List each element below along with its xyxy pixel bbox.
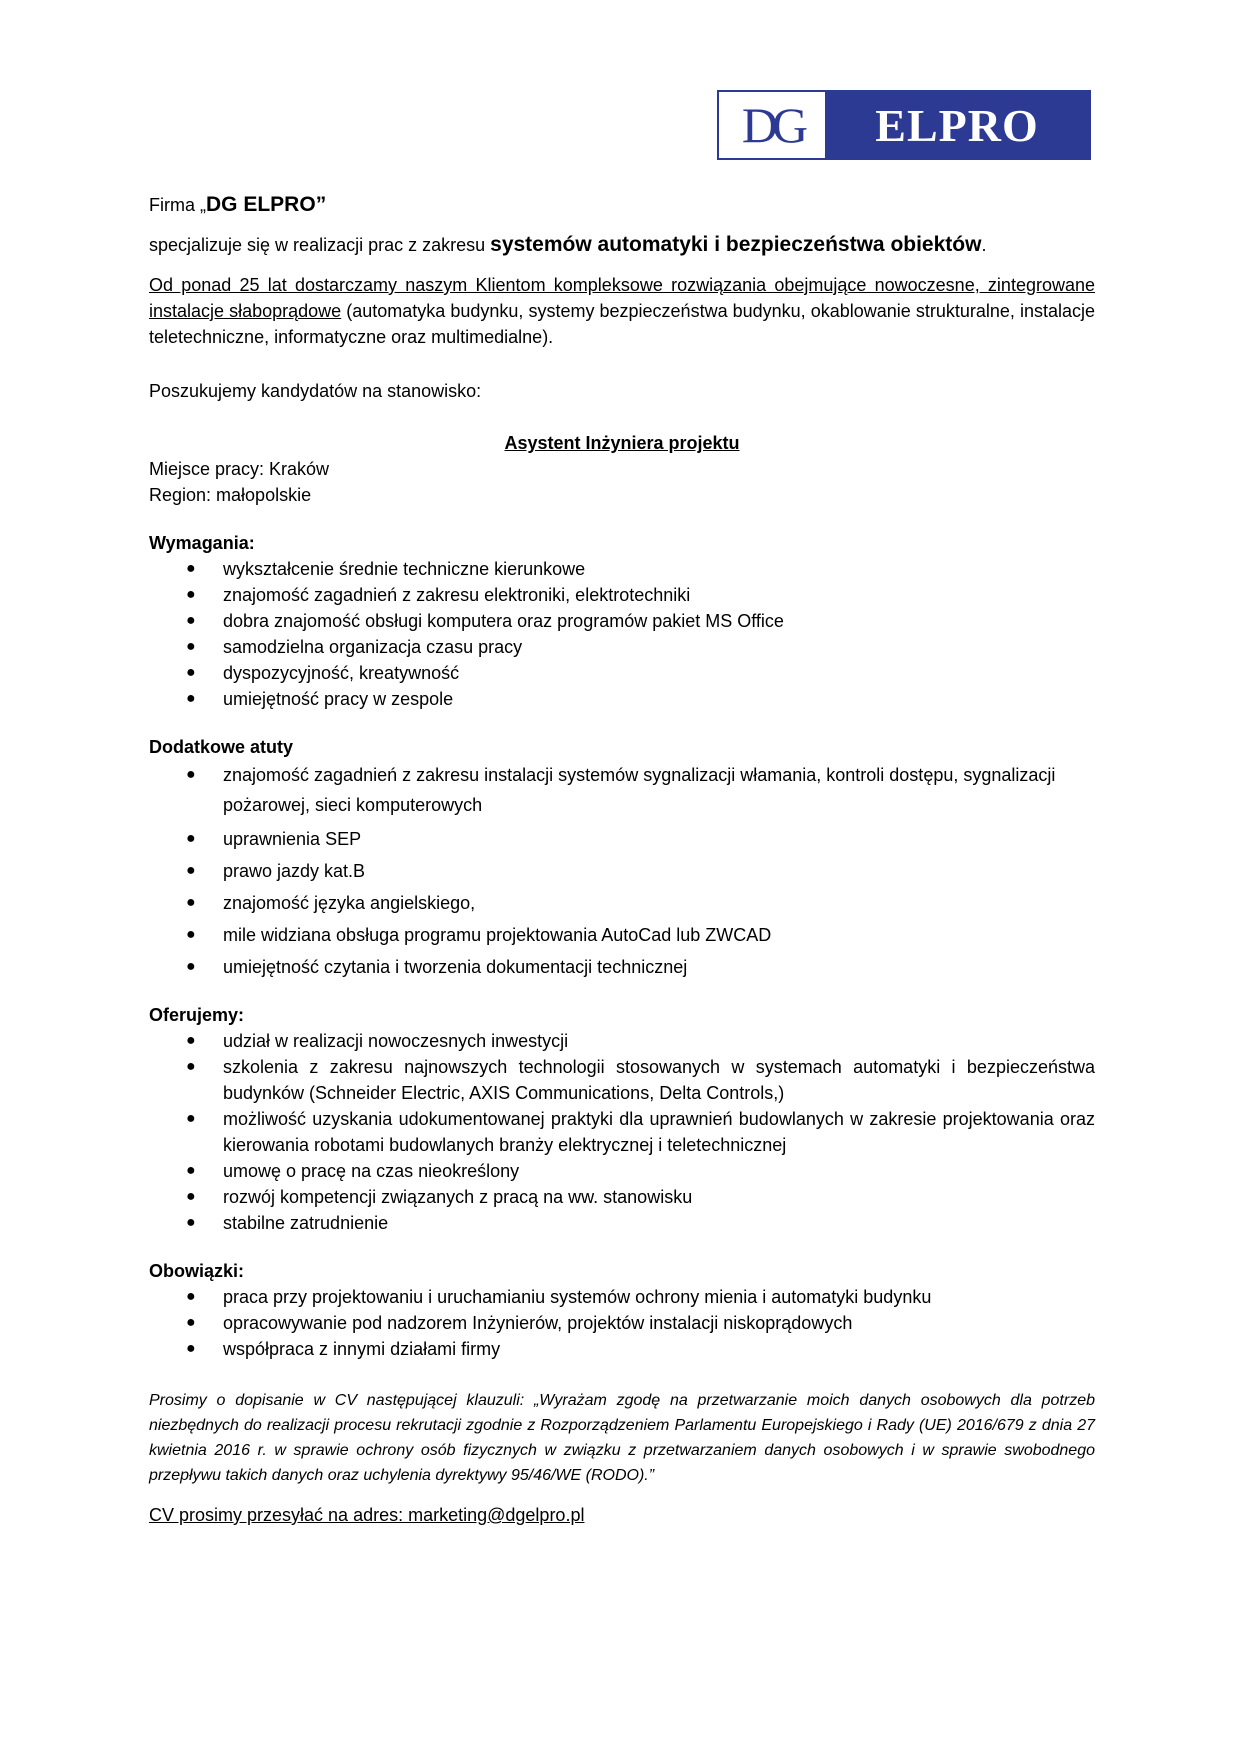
bullet-icon: ● [186,1314,196,1331]
bullet-icon: ● [186,1340,196,1357]
list-item-text: znajomość zagadnień z zakresu instalacji systemów sygnalizacji włamania, kontroli dostępu, sygnalizacji pożarowej, sieci komputerowych [223,765,1056,815]
list-item-text: znajomość języka angielskiego, [223,893,476,913]
list-item [149,1336,1095,1362]
document-content [149,192,1095,1528]
gdpr-clause: Prosimy o dopisanie w CV następującej klauzuli: „Wyrażam zgodę na przetwarzanie moich danych osobowych dla potrzeb niezbędnych do realizacji procesu rekrutacji zgodnie z Rozporządzeniem Parlamentu Europejskiego i Rady (UE) 2016/679 z dnia 27 kwietnia 2016 r. w sprawie ochrony osób fizycznych w związku z przetwarzaniem danych osobowych i w sprawie swobodnego przepływu takich danych oraz uchylenia dyrektywy 95/46/WE (RODO).” [149,1392,1095,1484]
list-item [149,922,1095,948]
bullet-icon: ● [186,1288,196,1305]
about-paragraph [149,272,1095,350]
list-item [149,1054,1095,1106]
list-item-text: wykształcenie średnie techniczne kierunkowe [223,559,586,579]
bullet-icon: ● [186,1110,196,1127]
bullet-icon: ● [186,690,196,707]
list-item [149,634,1095,660]
workplace-line: Miejsce pracy: Kraków [149,459,330,479]
list-item-text: współpraca z innymi działami firmy [223,1339,501,1359]
bullet-icon: ● [186,1032,196,1049]
seeking-line: Poszukujemy kandydatów na stanowisko: [149,381,482,401]
specialization-line [149,232,1095,258]
list-item-text: dyspozycyjność, kreatywność [223,663,460,683]
list-item [149,954,1095,980]
logo-elpro-text: ELPRO [825,92,1089,158]
bullet-icon: ● [186,1214,196,1231]
position-title: Asystent Inżyniera projektu [504,433,740,453]
list-item [149,582,1095,608]
bullet-icon: ● [186,1058,196,1075]
list-item [149,686,1095,712]
cv-contact-line: CV prosimy przesyłać na adres: marketing@dgelpro.pl [149,1505,585,1525]
list-item [149,1158,1095,1184]
requirements-list [149,556,1095,712]
company-logo [717,90,1091,160]
list-item-text: praca przy projektowaniu i uruchamianiu systemów ochrony mienia i automatyki budynku [223,1287,932,1307]
bullet-icon: ● [186,958,196,975]
bullet-icon: ● [186,560,196,577]
list-item [149,1284,1095,1310]
about-rest: (automatyka budynku, systemy bezpieczeństwa budynku, okablowanie strukturalne, instalacje teletechniczne, informatyczne oraz multimedialne). [149,301,1096,347]
list-item [149,858,1095,884]
extras-list [149,760,1095,980]
duties-list [149,1284,1095,1362]
list-item [149,1310,1095,1336]
list-item [149,1028,1095,1054]
firm-line [149,192,1095,218]
bullet-icon: ● [186,862,196,879]
spec-bold: systemów automatyki i bezpieczeństwa obiektów [490,233,982,256]
list-item [149,608,1095,634]
list-item-text: umiejętność czytania i tworzenia dokumentacji technicznej [223,957,688,977]
logo-dg-mark: DG [741,97,803,153]
list-item-text: dobra znajomość obsługi komputera oraz programów pakiet MS Office [223,611,784,631]
list-item-text: szkolenia z zakresu najnowszych technologii stosowanych w systemach automatyki i bezpieczeństwa budynków (Schneider Electric, AXIS Communications, Delta Controls,) [223,1057,1095,1103]
list-item-text: mile widziana obsługa programu projektowania AutoCad lub ZWCAD [223,925,772,945]
requirements-title: Wymagania: [149,533,255,553]
bullet-icon: ● [186,664,196,681]
bullet-icon: ● [186,1188,196,1205]
bullet-icon: ● [186,766,196,783]
list-item-text: uprawnienia SEP [223,829,362,849]
list-item [149,556,1095,582]
spec-suffix: . [981,235,987,255]
list-item [149,1184,1095,1210]
list-item [149,890,1095,916]
list-item [149,760,1095,820]
bullet-icon: ● [186,612,196,629]
list-item-text: samodzielna organizacja czasu pracy [223,637,523,657]
firm-suffix: ” [315,193,327,216]
bullet-icon: ● [186,894,196,911]
list-item-text: udział w realizacji nowoczesnych inwestycji [223,1031,569,1051]
list-item-text: umowę o pracę na czas nieokreślony [223,1161,520,1181]
extras-title: Dodatkowe atuty [149,737,294,757]
list-item [149,660,1095,686]
list-item-text: znajomość zagadnień z zakresu elektroniki, elektrotechniki [223,585,691,605]
list-item-text: opracowywanie pod nadzorem Inżynierów, projektów instalacji niskoprądowych [223,1313,853,1333]
firm-name: DG ELPRO [206,193,316,216]
bullet-icon: ● [186,586,196,603]
list-item-text: możliwość uzyskania udokumentowanej praktyki dla uprawnień budowlanych w zakresie projektowania oraz kierowania robotami budowlanych branży elektrycznej i teletechnicznej [223,1109,1095,1155]
list-item-text: umiejętność pracy w zespole [223,689,454,709]
offer-list [149,1028,1095,1236]
bullet-icon: ● [186,830,196,847]
list-item [149,1210,1095,1236]
region-line: Region: małopolskie [149,485,312,505]
list-item [149,1106,1095,1158]
duties-title: Obowiązki: [149,1261,245,1281]
firm-prefix: Firma „ [149,195,206,215]
list-item-text: prawo jazdy kat.B [223,861,366,881]
offer-title: Oferujemy: [149,1005,245,1025]
spec-prefix: specjalizuje się w realizacji prac z zakresu [149,235,491,255]
list-item [149,826,1095,852]
list-item-text: rozwój kompetencji związanych z pracą na ww. stanowisku [223,1187,693,1207]
bullet-icon: ● [186,926,196,943]
bullet-icon: ● [186,1162,196,1179]
list-item-text: stabilne zatrudnienie [223,1213,389,1233]
about-underlined: Od ponad 25 lat dostarczamy naszym Klientom kompleksowe rozwiązania obejmujące nowoczesne, zintegrowane instalacje słaboprądowe [149,275,1095,321]
bullet-icon: ● [186,638,196,655]
